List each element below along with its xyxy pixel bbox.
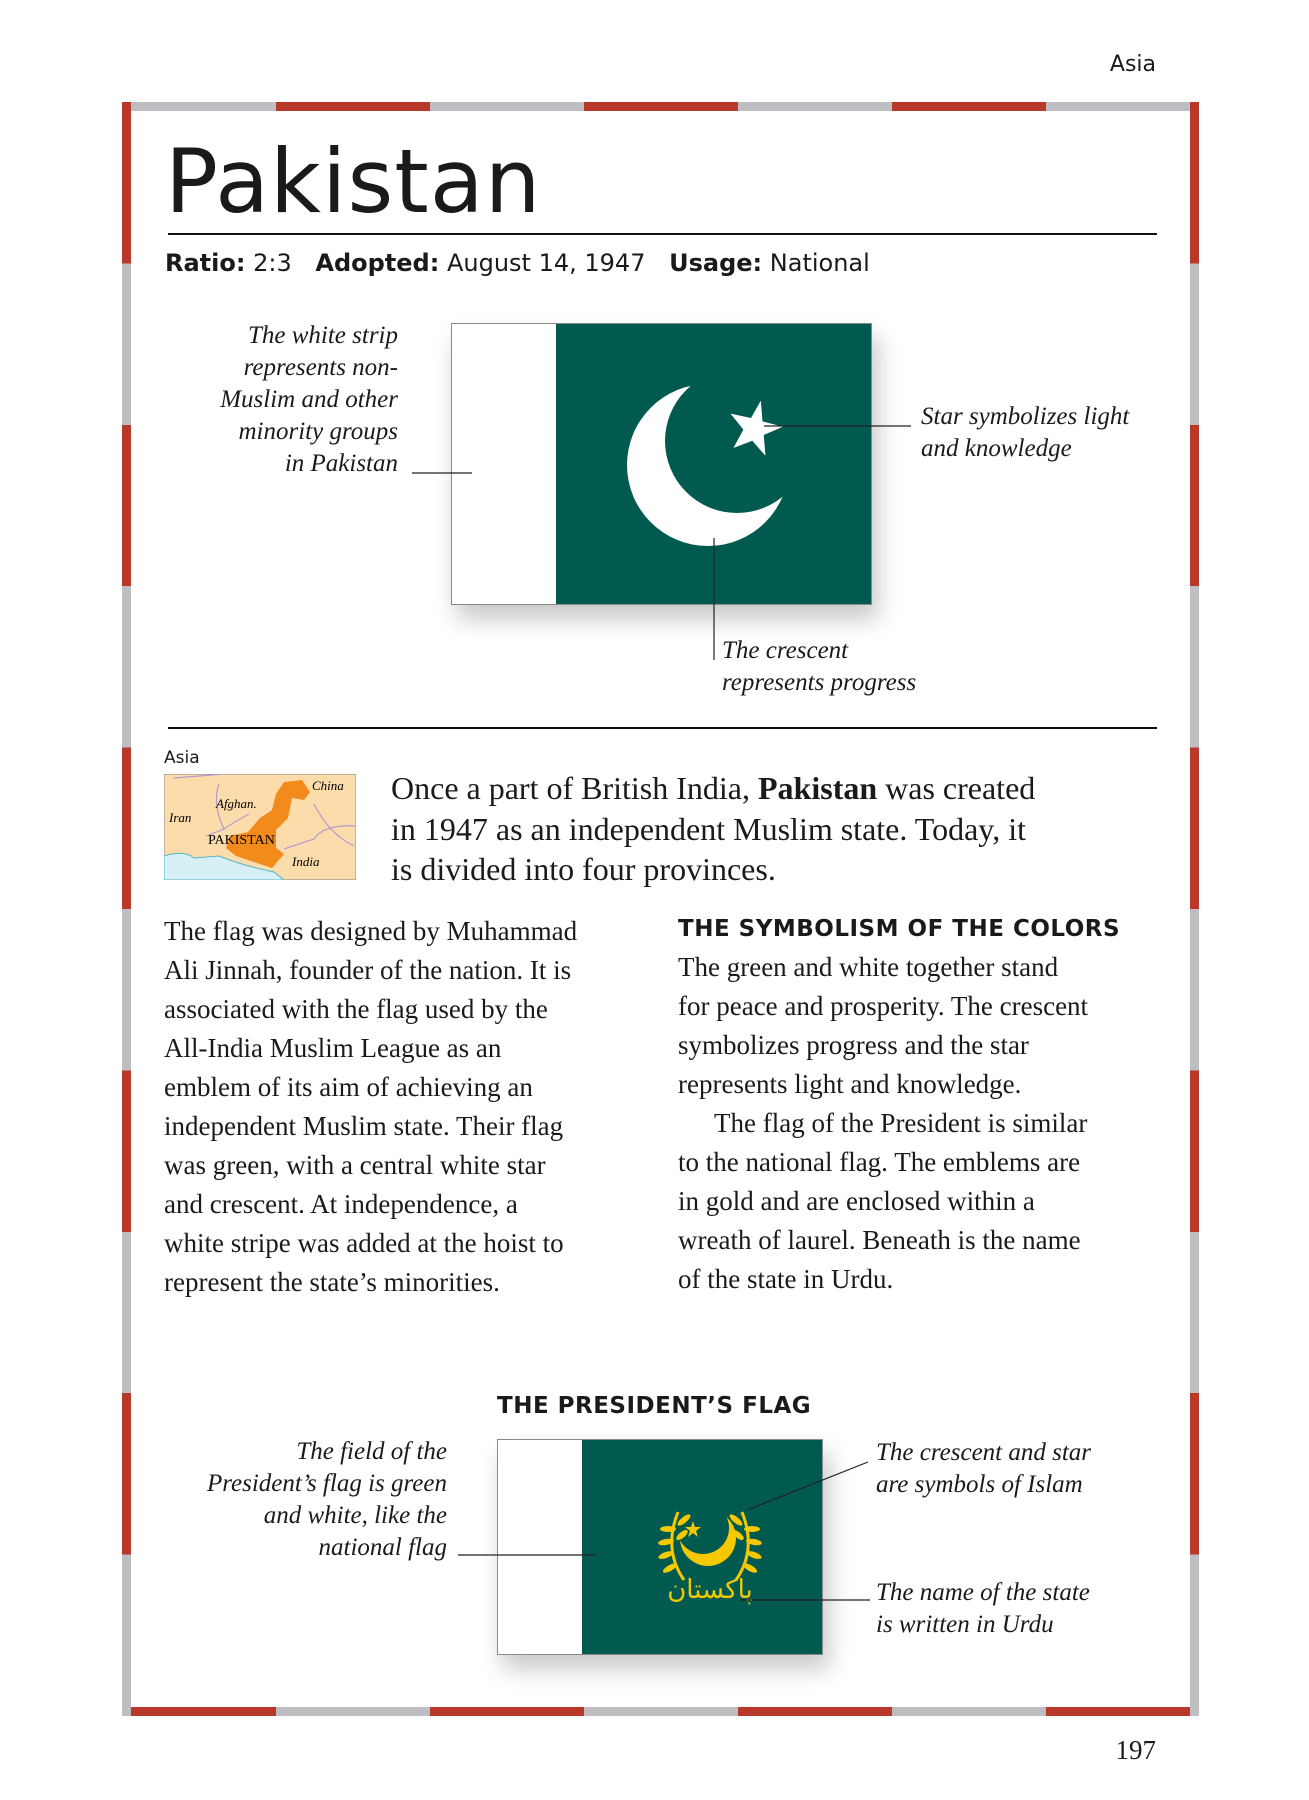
map-label-india: India [292,854,320,869]
crescent-star-emblem [452,324,871,604]
annotation-crescent: The crescent represents progress [722,637,917,696]
crescent-icon [627,384,789,546]
map-label-afghan: Afghan. [216,796,257,811]
locator-map [164,774,356,880]
symbolism-heading: THE SYMBOLISM OF THE COLORS [678,916,1121,942]
page-title: Pakistan [165,130,542,233]
map-label-china: China [312,778,344,793]
map-caption: Asia [164,748,200,768]
usage-value: National [769,249,870,277]
page-frame-right [1190,102,1199,1716]
usage-label: Usage: [669,249,763,277]
ratio-value: 2:3 [253,249,292,277]
page-number: 197 [1115,1735,1156,1765]
annotation-star: Star symbolizes light and knowledge [921,403,1130,462]
page-frame-left [122,102,131,1716]
annotation-field: The field of the President’s flag is green and white, like the national flag [206,1438,447,1561]
adopted-label: Adopted: [315,249,440,277]
adopted-value: August 14, 1947 [446,249,646,277]
history-paragraph: The flag was designed by Muhammad Ali Jinnah, founder of the nation. It is associated with the flag used by the All-India Muslim League as an emblem of its aim of achieving an independent Muslim state. Their flag was green, with a central white star and crescent. At independence, a white stripe was added at the hoist to represent the state’s minorities. [164,916,578,1297]
section-rule [168,727,1157,729]
presidential-emblem [498,1440,822,1654]
map-label-pakistan: PAKISTAN [208,833,275,848]
annotation-symbols: The crescent and star are symbols of Islam [876,1439,1092,1498]
presidents-flag [497,1439,823,1655]
map-label-iran: Iran [169,810,192,825]
intro-country-name: Pakistan [758,770,878,806]
urdu-state-name: پاکستان [667,1575,753,1605]
region-header: Asia [1109,52,1156,77]
presidents-flag-heading: THE PRESIDENT’S FLAG [497,1393,812,1419]
ratio-label: Ratio: [165,249,246,277]
intro-text: Once a part of British India, Pakistan was created in 1947 as an independent Muslim state. Today, it is divided into four provinces. [391,770,1036,887]
page-frame-top [122,102,1199,111]
annotation-urdu-name: The name of the state is written in Urdu [876,1579,1090,1638]
title-rule [168,233,1157,235]
flag-meta [165,249,870,277]
annotation-white-strip: The white strip represents non- Muslim and other minority groups in Pakistan [220,322,398,477]
symbolism-text: The green and white together stand for peace and prosperity. The crescent symbolizes progress and the star represents light and knowledge. The flag of the President is similar to the national flag. The emblems are in gold and are enclosed within a wreath of laurel. Beneath is the name of the state in Urdu. [678,952,1089,1294]
page-frame-bottom [122,1707,1199,1716]
national-flag [451,323,872,605]
